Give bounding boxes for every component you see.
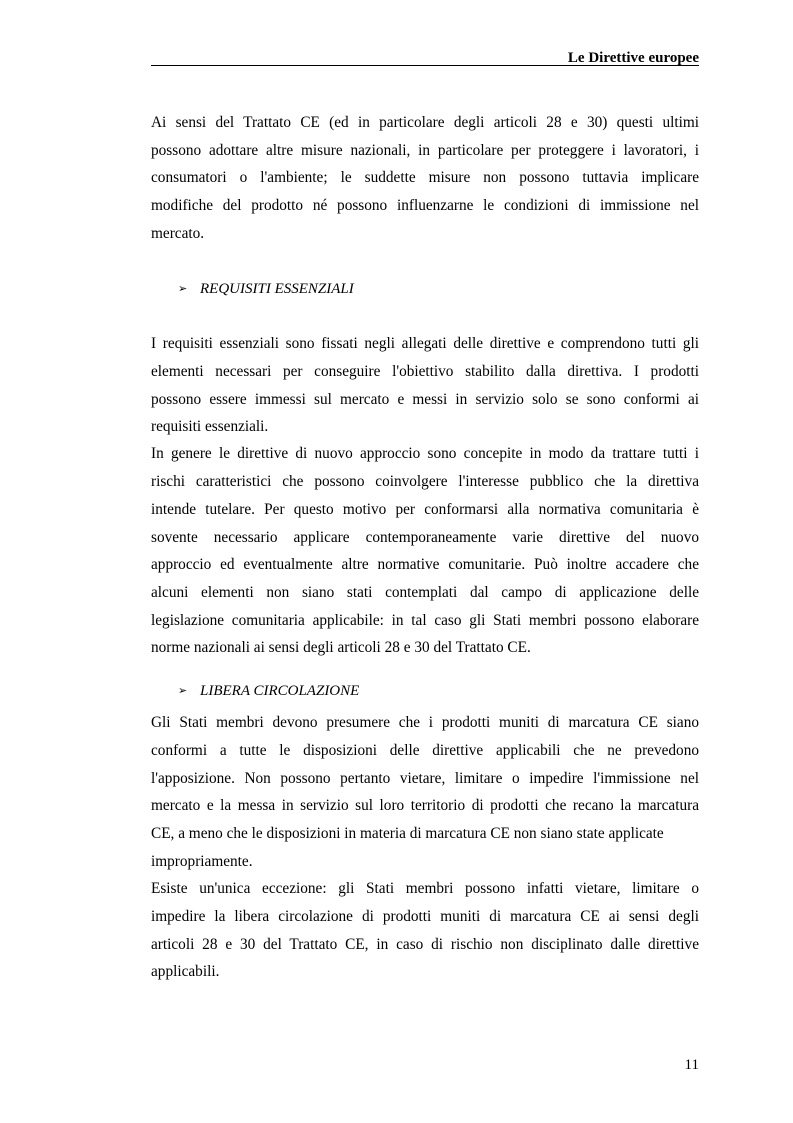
text-line: applicabili. [151,963,220,980]
text-line: mercato. [151,225,205,242]
text-line: l'apposizione. Non possono pertanto vietare, limitare o impedire l'immissione nel [151,770,699,787]
arrow-bullet-icon: ➢ [178,282,188,295]
text-line: consumatori o l'ambiente; le suddette misure non possono tuttavia implicare [151,169,699,186]
text-line: modifiche del prodotto né possono influenzarne le condizioni di immissione nel [151,197,699,214]
text-line: sovente necessario applicare contemporaneamente varie direttive del nuovo [151,529,699,546]
text-line: CE, a meno che le disposizioni in materia di marcatura CE non siano state applicate [151,825,664,842]
section-heading-text: REQUISITI ESSENZIALI [200,281,354,297]
section-heading-text: LIBERA CIRCOLAZIONE [200,683,360,699]
page-number: 11 [684,1057,699,1073]
text-line: elementi necessari per conseguire l'obiettivo stabilito dalla direttiva. I prodotti [151,363,699,380]
text-line: I requisiti essenziali sono fissati negli allegati delle direttive e comprendono tutti gli [151,335,699,352]
text-line: conformi a tutte le disposizioni delle direttive applicabili che ne prevedono [151,742,699,759]
text-line: Ai sensi del Trattato CE (ed in particolare degli articoli 28 e 30) questi ultimi [151,114,699,131]
header-rule [151,65,699,66]
text-line: legislazione comunitaria applicabile: in tal caso gli Stati membri possono elaborare [151,612,699,629]
section-heading-requisiti [178,280,354,298]
text-line: impropriamente. [151,853,253,870]
text-line: mercato e la messa in servizio sul loro territorio di prodotti che recano la marcatura [151,797,699,814]
text-line: approccio ed eventualmente altre normative comunitarie. Può inoltre accadere che [151,556,699,573]
text-line: rischi caratteristici che possono coinvolgere l'interesse pubblico che la direttiva [151,473,699,490]
text-line: alcuni elementi non siano stati contemplati dal campo di applicazione delle [151,584,699,601]
text-line: Esiste un'unica eccezione: gli Stati membri possono infatti vietare, limitare o [151,880,699,897]
text-line: impedire la libera circolazione di prodotti muniti di marcatura CE ai sensi degli [151,908,699,925]
section-heading-libera-circolazione [178,682,359,700]
running-header-title: Le Direttive europee [567,50,699,66]
text-line: articoli 28 e 30 del Trattato CE, in caso di rischio non disciplinato dalle direttive [151,936,699,953]
text-line: Gli Stati membri devono presumere che i prodotti muniti di marcatura CE siano [151,714,699,731]
text-line: possono essere immessi sul mercato e messi in servizio solo se sono conformi ai [151,391,699,408]
text-line: intende tutelare. Per questo motivo per conformarsi alla normativa comunitaria è [151,501,699,518]
text-line: In genere le direttive di nuovo approccio sono concepite in modo da trattare tutti i [151,445,699,462]
text-line: possono adottare altre misure nazionali, in particolare per proteggere i lavoratori, i [151,142,699,159]
text-line: requisiti essenziali. [151,418,269,435]
text-line: norme nazionali ai sensi degli articoli 28 e 30 del Trattato CE. [151,639,531,656]
arrow-bullet-icon: ➢ [178,684,188,697]
